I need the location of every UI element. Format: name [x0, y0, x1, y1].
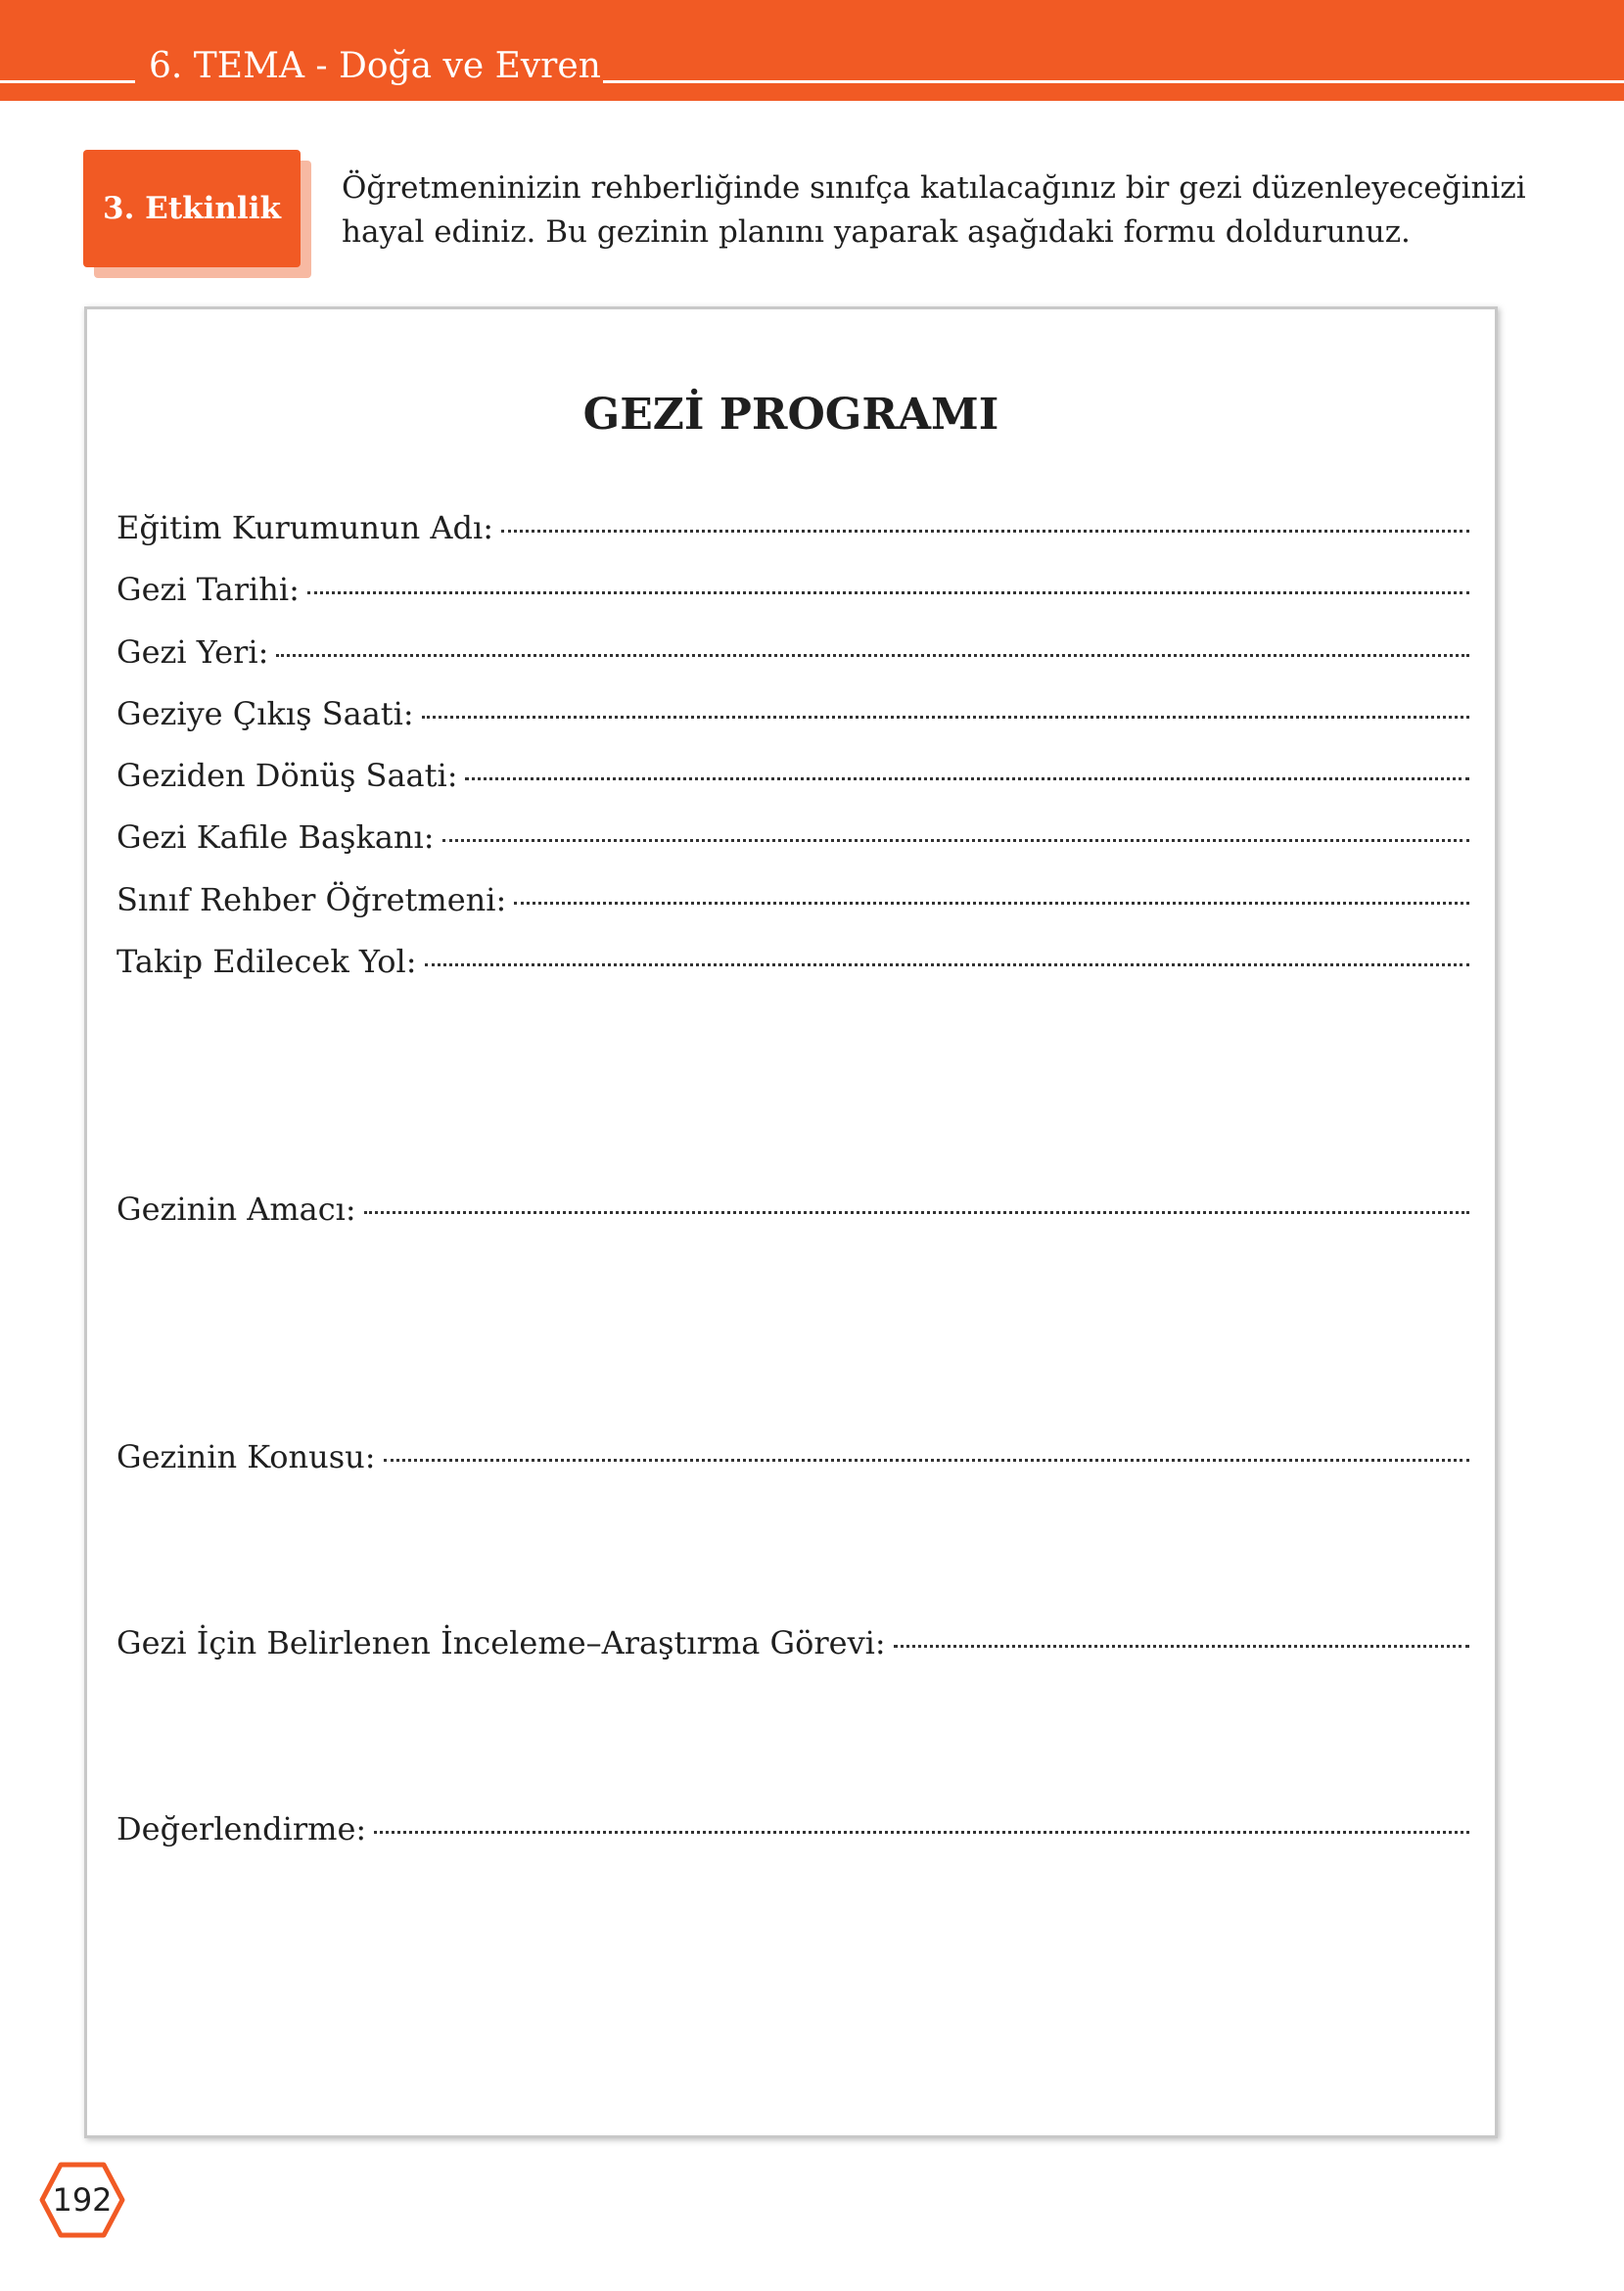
form-field-label: Eğitim Kurumunun Adı: [116, 509, 493, 546]
form-field-line[interactable] [116, 497, 1469, 559]
activity-badge-label: 3. Etkinlik [103, 191, 281, 226]
dotted-fill-line[interactable] [425, 963, 1469, 966]
form-field-line[interactable] [116, 1675, 1469, 1737]
header-rule-right [603, 80, 1624, 83]
form-fields [116, 497, 1469, 2046]
form-field-label: Gezinin Amacı: [116, 1191, 356, 1229]
form-field-line[interactable] [116, 1551, 1469, 1613]
dotted-fill-line[interactable] [374, 1831, 1469, 1834]
form-field-line[interactable] [116, 1426, 1469, 1488]
form-field-line[interactable] [116, 1055, 1469, 1117]
instruction-line: hayal ediniz. Bu gezinin planını yaparak aşağıdaki formu doldurunuz. [342, 214, 1411, 250]
header-rule-left [0, 80, 135, 83]
form-field-label: Gezi Yeri: [116, 632, 269, 671]
dotted-fill-line[interactable] [465, 777, 1469, 780]
activity-instruction [342, 166, 1546, 255]
form-field-line[interactable] [116, 1861, 1469, 1923]
form-field-label: Geziden Dönüş Saati: [116, 757, 458, 795]
form-title: GEZİ PROGRAMI [582, 390, 999, 440]
form-field-line[interactable] [116, 1365, 1469, 1426]
form-field-line[interactable] [116, 1799, 1469, 1860]
form-field-line[interactable] [116, 745, 1469, 807]
dotted-fill-line[interactable] [307, 591, 1469, 594]
form-field-label: Gezinin Konusu: [116, 1438, 376, 1476]
form-field-line[interactable] [116, 993, 1469, 1054]
form-field-line[interactable] [116, 807, 1469, 868]
form-field-line[interactable] [116, 869, 1469, 931]
page-number-badge [39, 2161, 125, 2239]
dotted-fill-line[interactable] [422, 716, 1469, 719]
page-number: 192 [52, 2181, 113, 2219]
form-field-label: Gezi Kafile Başkanı: [116, 818, 435, 857]
form-field-line[interactable] [116, 1613, 1469, 1674]
form-field-label: Değerlendirme: [116, 1810, 367, 1848]
form-field-line[interactable] [116, 683, 1469, 745]
form-field-line[interactable] [116, 1737, 1469, 1799]
form-field-line[interactable] [116, 1241, 1469, 1303]
form-field-line[interactable] [116, 622, 1469, 683]
form-field-line[interactable] [116, 1489, 1469, 1551]
form-field-label: Gezi İçin Belirlenen İnceleme–Araştırma Görevi: [116, 1624, 886, 1662]
dotted-fill-line[interactable] [276, 654, 1469, 657]
dotted-fill-line[interactable] [514, 902, 1469, 905]
form-field-label: Geziye Çıkış Saati: [116, 694, 414, 732]
form-field-line[interactable] [116, 1303, 1469, 1365]
form-field-line[interactable] [116, 1179, 1469, 1240]
activity-badge [83, 150, 301, 267]
form-field-label: Sınıf Rehber Öğretmeni: [116, 880, 507, 918]
form-field-line[interactable] [116, 559, 1469, 621]
form-field-line[interactable] [116, 1923, 1469, 1985]
form-field-label: Gezi Tarihi: [116, 571, 300, 609]
dotted-fill-line[interactable] [364, 1211, 1469, 1214]
theme-title: 6. TEMA - Doğa ve Evren [149, 46, 601, 86]
dotted-fill-line[interactable] [501, 530, 1469, 533]
form-field-line[interactable] [116, 1985, 1469, 2046]
form-field-label: Takip Edilecek Yol: [116, 943, 417, 981]
dotted-fill-line[interactable] [384, 1459, 1469, 1462]
form-field-line[interactable] [116, 931, 1469, 993]
dotted-fill-line[interactable] [894, 1645, 1469, 1648]
dotted-fill-line[interactable] [442, 839, 1469, 842]
trip-program-form [84, 306, 1498, 2138]
form-field-line[interactable] [116, 1117, 1469, 1179]
instruction-line: Öğretmeninizin rehberliğinde sınıfça katılacağınız bir gezi düzenleyeceğinizi [342, 170, 1526, 206]
